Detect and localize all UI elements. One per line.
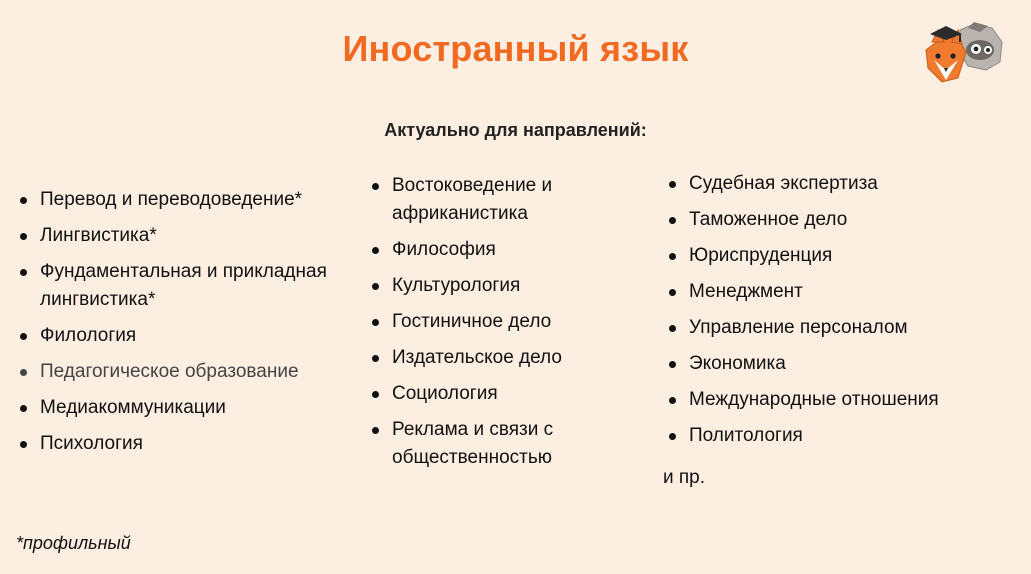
list-item: Менеджмент xyxy=(667,278,1007,306)
list-item: Востоковедение и африканистика xyxy=(370,172,620,228)
list-item: Реклама и связи с общественностью xyxy=(370,416,620,472)
list-item: Юриспруденция xyxy=(667,242,1007,270)
list-item: Перевод и переводоведение* xyxy=(18,186,348,214)
list-item: Филология xyxy=(18,322,348,350)
page-title: Иностранный язык xyxy=(342,28,689,69)
list-item: Философия xyxy=(370,236,620,264)
raccoon-icon xyxy=(958,22,1002,70)
list-item: Гостиничное дело xyxy=(370,308,620,336)
logo xyxy=(922,20,1008,86)
list-item: Политология xyxy=(667,422,1007,450)
directions-column-3 xyxy=(667,170,1007,458)
list-item: Социология xyxy=(370,380,620,408)
list-item: Медиакоммуникации xyxy=(18,394,348,422)
etc-note: и пр. xyxy=(663,467,706,488)
footnote: *профильный xyxy=(16,533,131,553)
list-item: Фундаментальная и прикладная лингвистика* xyxy=(18,258,348,314)
directions-column-1 xyxy=(18,186,348,466)
subtitle: Актуально для направлений: xyxy=(384,120,647,140)
list-item: Издательское дело xyxy=(370,344,620,372)
list-item: Международные отношения xyxy=(667,386,1007,414)
list-item: Таможенное дело xyxy=(667,206,1007,234)
list-item: Лингвистика* xyxy=(18,222,348,250)
list-item: Судебная экспертиза xyxy=(667,170,1007,198)
list-item: Управление персоналом xyxy=(667,314,1007,342)
directions-column-2 xyxy=(370,172,620,480)
list-item: Экономика xyxy=(667,350,1007,378)
list-item: Психология xyxy=(18,430,348,458)
list-item: Культурология xyxy=(370,272,620,300)
list-item: Педагогическое образование xyxy=(18,358,348,386)
fox-icon xyxy=(926,26,966,82)
